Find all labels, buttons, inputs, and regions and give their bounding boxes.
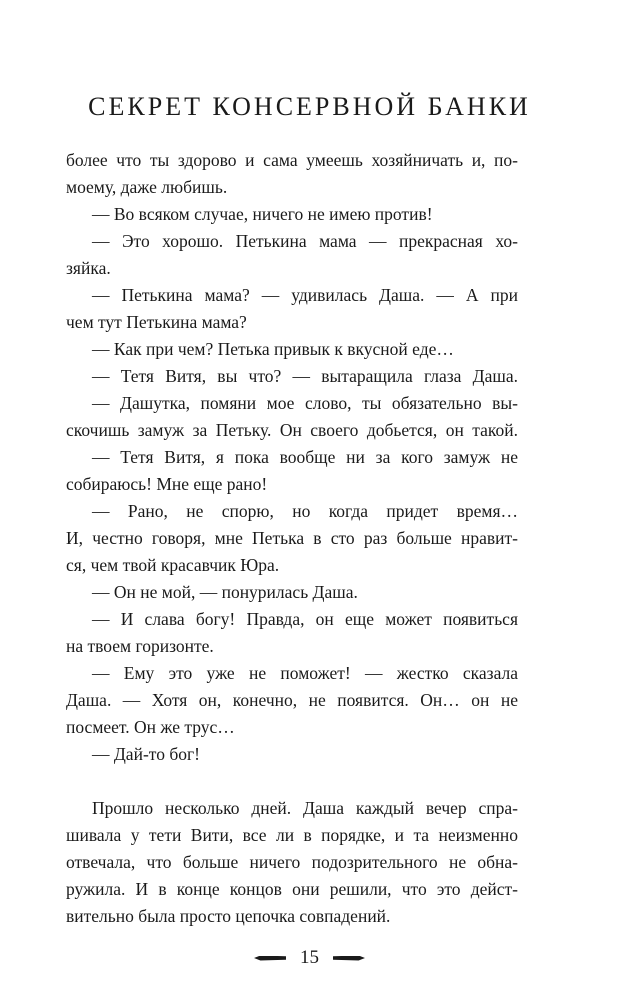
text-line: ружила. И в конце концов они решили, что это дейст- [66,879,518,899]
text-line: — Тетя Витя, я пока вообще ни за кого замуж не [92,447,518,467]
text-line: — Рано, не спорю, но когда придет время… [92,501,518,521]
text-line: вительно была просто цепочка совпадений. [66,906,391,926]
ornament-dash-icon [254,956,286,961]
text-line: — Петькина мама? — удивилась Даша. — А при [92,285,518,305]
text-line: — Тетя Витя, вы что? — вытаращила глаза Даша. [92,366,518,386]
text-line: собираюсь! Мне еще рано! [66,474,268,494]
page-number: 15 [300,947,319,968]
text-line: посмеет. Он же трус… [66,717,235,737]
text-line: более что ты здорово и сама умеешь хозяйничать и, по- [66,150,518,170]
running-header: СЕКРЕТ КОНСЕРВНОЙ БАНКИ [88,92,531,121]
text-line: Прошло несколько дней. Даша каждый вечер спра- [92,798,518,818]
text-line: — Он не мой, — понурилась Даша. [92,582,358,602]
text-line: — Дай-то бог! [92,744,200,764]
text-line: скочишь замуж за Петьку. Он своего добьется, он такой. [66,420,518,440]
text-line: на твоем горизонте. [66,636,214,656]
text-line: отвечала, что больше ничего подозрительного не обна- [66,852,518,872]
text-line: — Дашутка, помяни мое слово, ты обязательно вы- [92,393,518,413]
text-line: Даша. — Хотя он, конечно, не появится. Он… он не [66,690,518,710]
text-line: И, честно говоря, мне Петька в сто раз больше нравит- [66,528,518,548]
text-line: ся, чем твой красавчик Юра. [66,555,280,575]
text-line: чем тут Петькина мама? [66,312,247,332]
page-footer [0,944,619,972]
ornament-dash-icon [333,956,365,961]
text-line: зяйка. [66,258,111,278]
text-line: — Как при чем? Петька привык к вкусной еде… [92,339,454,359]
text-line: — Это хорошо. Петькина мама — прекрасная хо- [92,231,518,251]
text-line: — И слава богу! Правда, он еще может появиться [92,609,518,629]
text-line: — Во всяком случае, ничего не имею против! [92,204,433,224]
text-line: моему, даже любишь. [66,177,228,197]
text-line: — Ему это уже не поможет! — жестко сказала [92,663,518,683]
text-line: шивала у тети Вити, все ли в порядке, и та неизменно [66,825,518,845]
